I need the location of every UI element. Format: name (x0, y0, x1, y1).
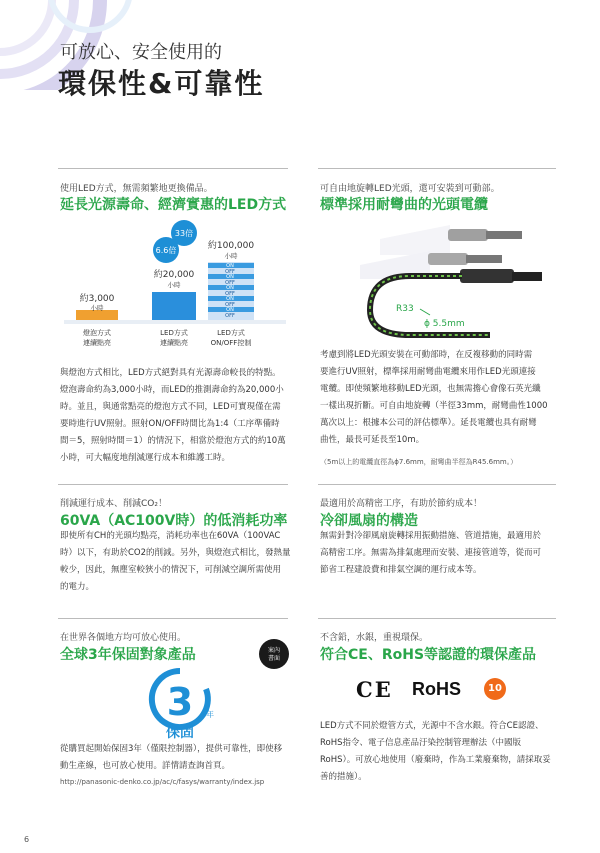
on-label-5: ON (226, 307, 234, 313)
sec4-body (320, 528, 560, 579)
sec1-intro: 使用LED方式，無需頻繁地更換備品。 (60, 184, 213, 194)
guide-badge-text-a: 案內 (267, 647, 281, 654)
page-title: 環保性&可靠性 (58, 67, 265, 100)
sec5-heading: 全球3年保固對象產品 (60, 647, 196, 663)
rohs-mark-icon: RoHS (412, 679, 461, 699)
sec1-line-5: 間＝5，照射時間＝1）的情況下，相當於燈泡方式的約10萬 (60, 436, 286, 446)
sec6-line-2: RoHS指令、電子信息產品汙染控制管理辦法（中國版 (320, 738, 522, 748)
sec2-heading: 標準採用耐彎曲的光頭電纜 (320, 197, 488, 213)
sec2-body (320, 347, 560, 449)
onoff-unit: 小時 (224, 252, 238, 260)
bulb-label-a: 燈泡方式 (83, 329, 111, 337)
light-beam (380, 225, 450, 255)
diameter-label: ϕ 5.5mm (424, 319, 465, 329)
off-label-5: OFF (225, 313, 235, 319)
sec1-line-6: 小時，可大幅度地削減運行成本和維護工時。 (60, 453, 231, 463)
sec6-line-1: LED方式不同於燈管方式，光源中不含水銀。符合CE認證、 (320, 721, 544, 731)
badge-6x-text: 6.6倍 (155, 246, 177, 255)
sec3-line-1: 即使所有CH的光頭均點亮，消耗功率也在60VA（100VAC (60, 531, 281, 541)
guide-badge-text-b: 書面 (267, 655, 281, 662)
divider (318, 484, 556, 485)
sec5-body (60, 741, 300, 775)
sec1-line-3: 時。並且，與通常點亮的燈泡方式不同，LED可實現僅在需 (60, 402, 281, 412)
divider (318, 168, 556, 169)
page-number: 6 (24, 835, 30, 844)
on-label-3: ON (226, 285, 234, 291)
led-head-icon (428, 253, 502, 265)
onoff-label-b: ON/OFF控制 (210, 339, 252, 347)
sec5-line-2: 動生產線，也可放心使用。詳情請查詢首頁。 (60, 761, 231, 771)
sec4-line-2: 高精密工序。無需為排氣處理而安裝、連接管道等，從而可 (320, 548, 542, 558)
onoff-value: 約100,000 (207, 241, 255, 251)
warranty-3-year-icon (140, 665, 220, 740)
off-label-4: OFF (225, 302, 235, 308)
on-label-4: ON (226, 296, 234, 302)
onoff-label-a: LED方式 (217, 329, 245, 337)
sec6-intro: 不含鉛，水銀，重視環保。 (320, 633, 429, 643)
sec2-line-6: 曲性，最長可延長至10m。 (320, 435, 425, 445)
sec3-heading: 60VA（AC100V時）的低消耗功率 (60, 513, 288, 529)
bulb-unit: 小時 (90, 304, 104, 312)
phi-leader-line (420, 309, 430, 315)
sec6-line-4: 善的措施）。 (320, 772, 367, 782)
sec2-line-4: 一樣出現折斷。可自由地旋轉（半徑33mm，耐彎曲性1000 (320, 401, 548, 411)
divider (58, 484, 288, 485)
sec6-heading: 符合CE、RoHS等認證的環保產品 (320, 647, 537, 663)
sec3-line-4: 的電力。 (60, 582, 95, 592)
sec1-line-4: 要時進行UV照射。照射ON/OFF時間比為1:4（工序準備時 (60, 419, 280, 429)
off-label-2: OFF (225, 280, 235, 286)
led-value: 約20,000 (153, 270, 195, 280)
sec1-line-2: 燈泡壽命約為3,000小時，而LED的推測壽命約為20,000小 (60, 385, 284, 395)
led-head-icon (448, 229, 522, 241)
led-label-a: LED方式 (160, 329, 188, 337)
bulb-label-b: 連續點亮 (83, 339, 111, 347)
sec4-line-3: 節省工程建設費和排氣空調的運行成本等。 (320, 565, 482, 575)
sec1-body (60, 365, 298, 467)
on-label-2: ON (226, 274, 234, 280)
page-subtitle: 可放心、安全使用的 (60, 42, 222, 63)
sec2-line-1: 考慮到將LED光頭安裝在可動部時，在反複移動的同時需 (320, 350, 533, 360)
sec3-body (60, 528, 300, 596)
sec4-intro: 最適用於高精密工序，有助於節約成本！ (320, 499, 483, 509)
led-continuous-bar (152, 292, 196, 320)
warranty-digit: 3 (166, 680, 194, 724)
sec2-line-2: 要進行UV照射，標準採用耐彎曲電纜來用作LED光頭連接 (320, 367, 536, 377)
china-rohs-10-icon: 10 (484, 678, 506, 700)
led-label-b: 連續點亮 (160, 339, 188, 347)
divider (58, 618, 288, 619)
guide-badge-icon (258, 638, 290, 670)
sec6-body (320, 718, 560, 786)
ce-mark-icon: CE (356, 677, 393, 702)
led-head-icon (460, 269, 542, 283)
sec5-line-1: 從購買起開始保固3年（僅限控制器），提供可靠性，即使移 (60, 744, 283, 754)
warranty-label: 保固 (166, 725, 194, 740)
sec6-line-3: RoHS）。可放心地使用（廢棄時，作為工業廢棄物，請採取妥 (320, 755, 551, 765)
on-label-1: ON (226, 263, 234, 269)
divider (318, 618, 556, 619)
sec2-note: （5m以上的電纜直徑為ϕ7.6mm，耐彎曲半徑為R45.6mm。） (320, 458, 518, 466)
sec1-line-1: 與燈泡方式相比，LED方式絕對具有光源壽命較長的特點。 (60, 368, 281, 378)
sec2-line-5: 萬次以上：根據本公司的評估標準）。延長電纜也具有耐彎 (320, 418, 537, 428)
sec5-intro: 在世界各個地方均可放心使用。 (60, 633, 187, 643)
sec2-line-3: 電纜。即使頻繁地移動LED光頭，也無需擔心會像石英光纖 (320, 384, 541, 394)
chart-baseline (64, 320, 286, 324)
warranty-url-link[interactable]: http://panasonic-denko.co.jp/ac/c/fasys/warranty/index.jsp (60, 778, 265, 786)
led-unit: 小時 (167, 281, 181, 289)
off-label-1: OFF (225, 269, 235, 275)
radius-label: R33 (396, 304, 414, 314)
sec3-line-3: 較少，因此，無塵室較狹小的情況下，可削減空調所需使用 (60, 565, 282, 575)
sec2-intro: 可自由地旋轉LED光頭，還可安裝到可動部。 (320, 184, 500, 194)
sec3-intro: 削減運行成本、削減CO₂！ (60, 499, 167, 509)
off-label-3: OFF (225, 291, 235, 297)
bulb-value: 約3,000 (79, 294, 115, 304)
warranty-year-label: 年 (206, 710, 214, 719)
sec3-line-2: 時）以下，有助於CO2的削減。另外，與燈泡式相比，發熱量 (60, 548, 291, 558)
sec1-heading: 延長光源壽命、經濟實惠的LED方式 (60, 197, 287, 213)
lifespan-chart (60, 218, 290, 353)
cable-illustration (320, 215, 560, 345)
divider (58, 168, 288, 169)
sec4-heading: 冷卻風扇的構造 (320, 513, 418, 529)
badge-33x-text: 33倍 (174, 229, 194, 238)
lifespan-chart-badges (153, 220, 197, 263)
sec4-line-1: 無需針對冷卻風扇旋轉採用振動措施、管道措施，最適用於 (320, 531, 542, 541)
